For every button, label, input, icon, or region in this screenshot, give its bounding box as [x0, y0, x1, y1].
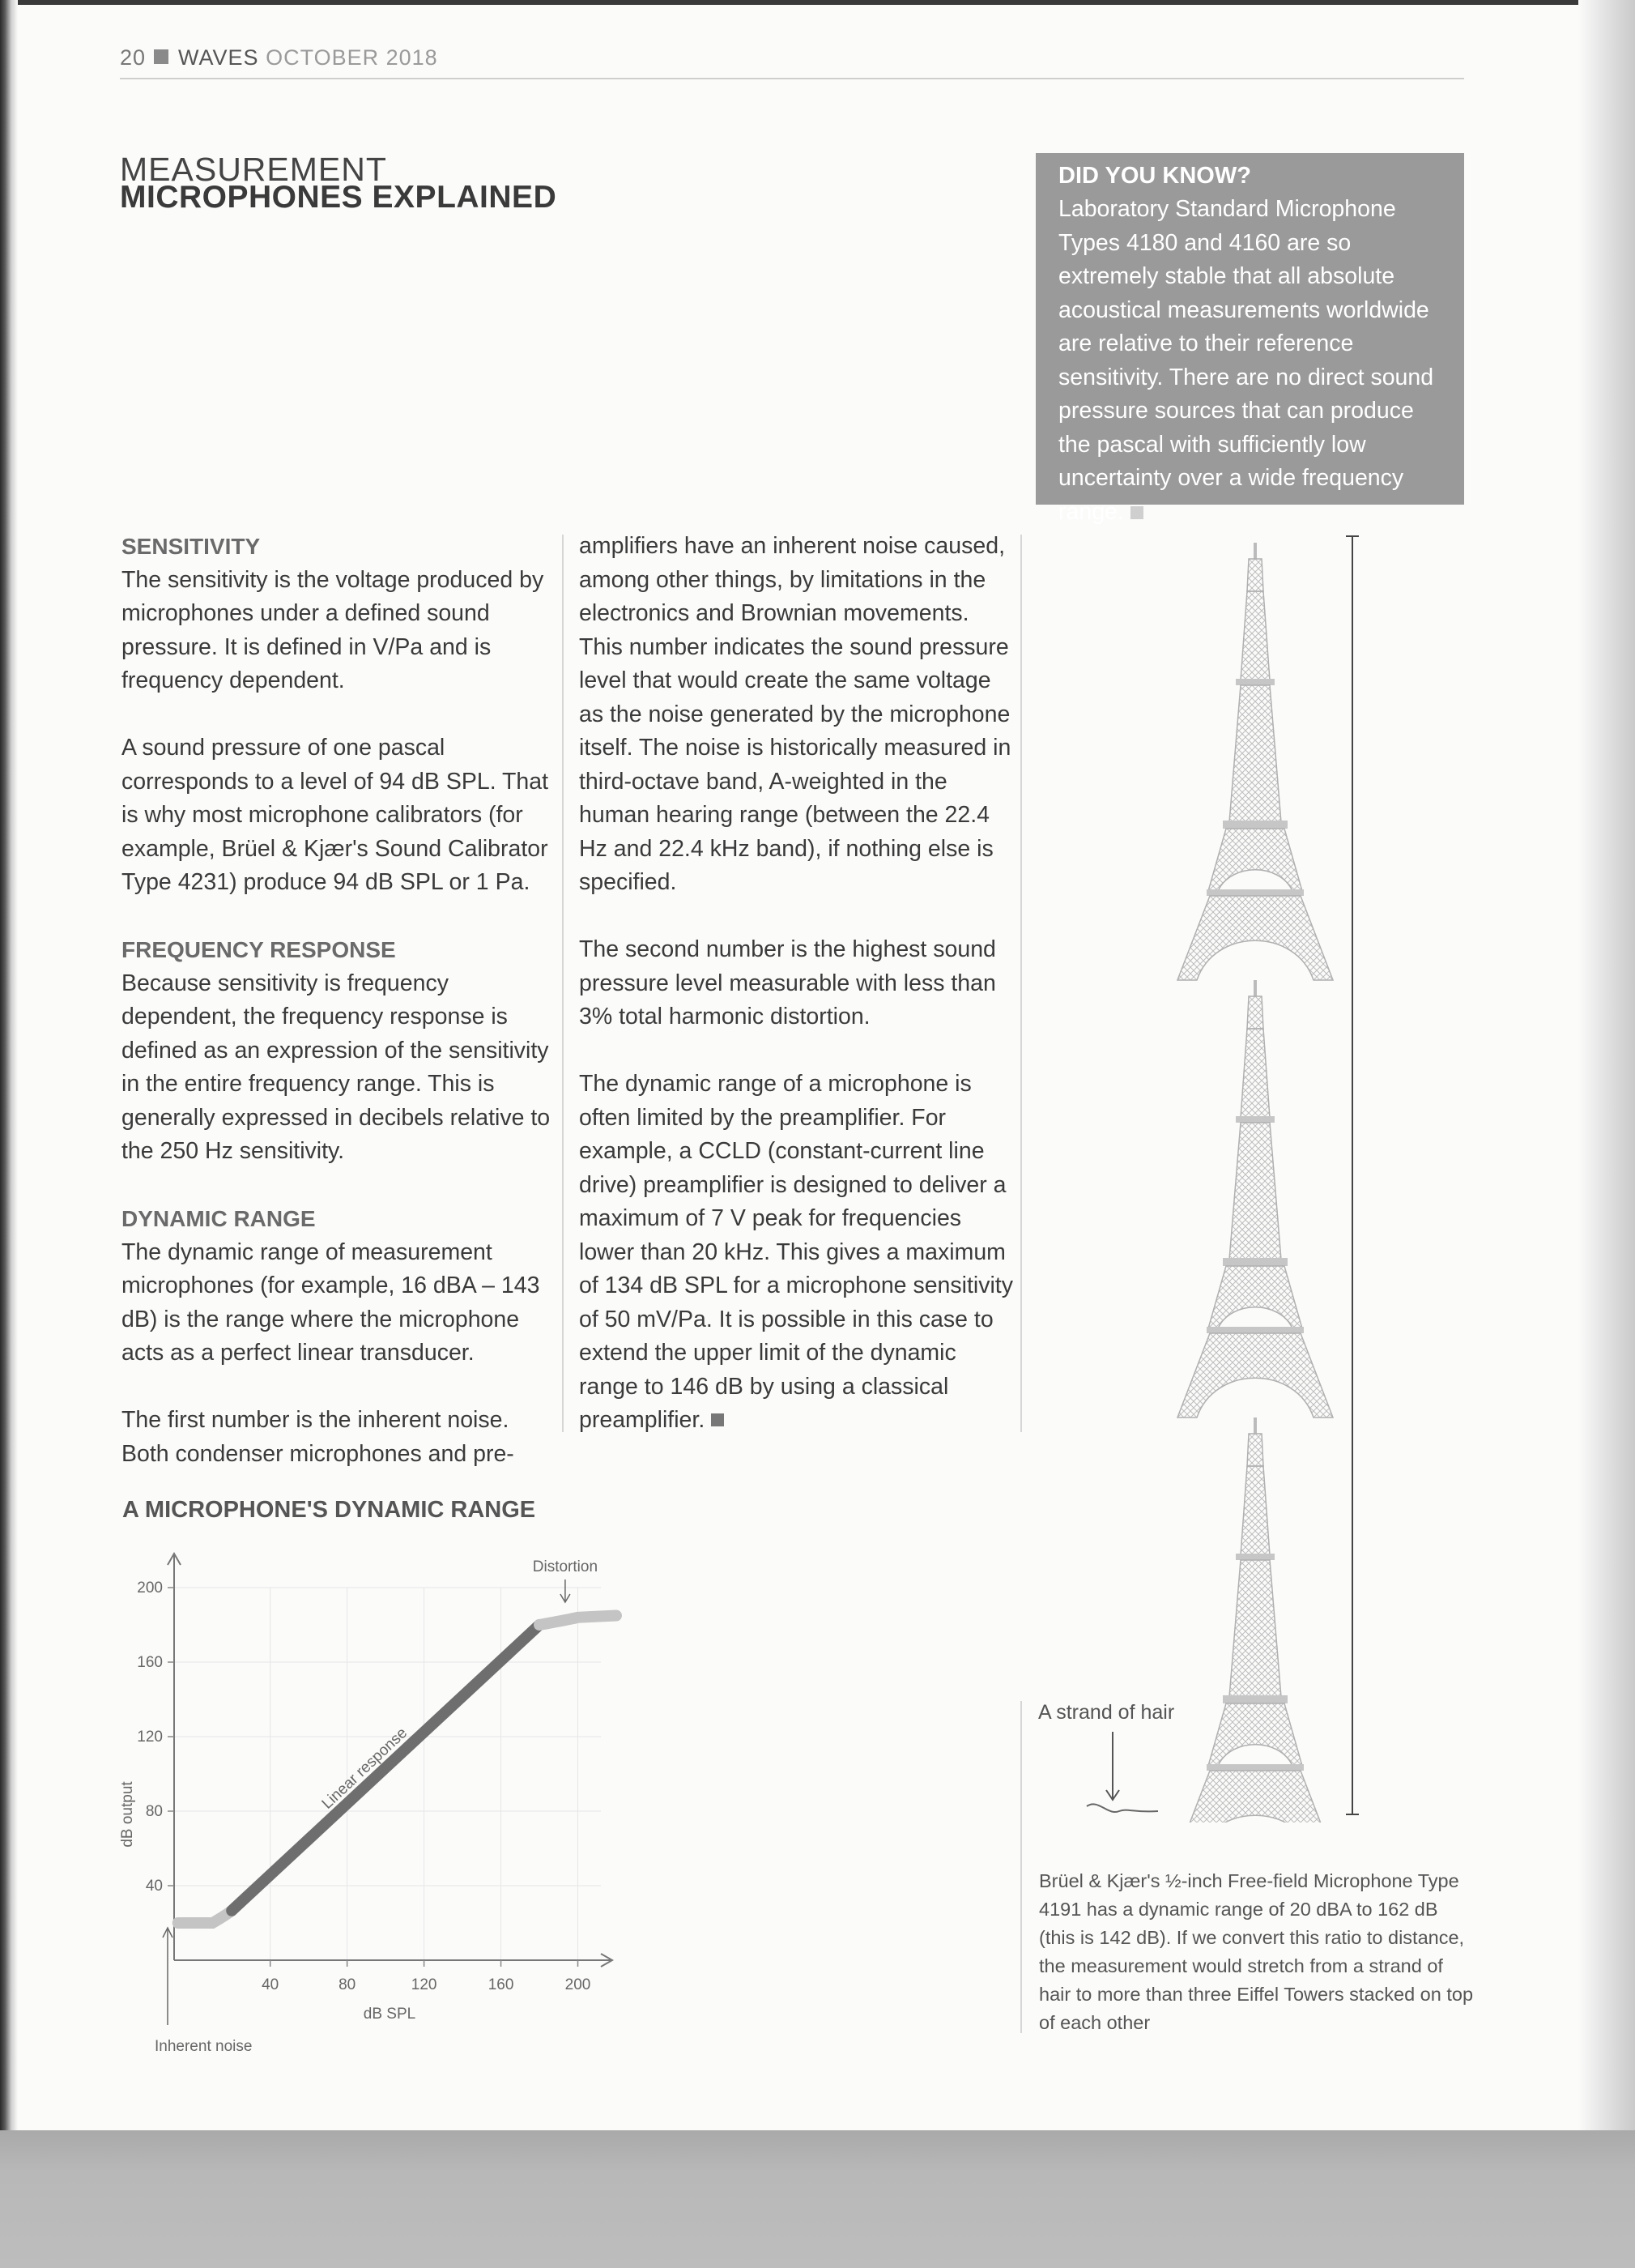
eiffel-tower-top: [1177, 543, 1333, 980]
section-heading-dynamic-range: DYNAMIC RANGE: [121, 1206, 316, 1231]
chart-title: A MICROPHONE'S DYNAMIC RANGE: [122, 1497, 536, 1523]
series-line-linear: [232, 1625, 539, 1911]
paragraph: amplifiers have an inherent noise caused, among other things, by limitations in the electronics and Brownian movements. This number indicates the sound pressure level that would create the same voltage as the noise generated by the microphone itself. The noise is historically measured in third-octave band, A-weighted in the human hearing range (between the 22.4 Hz and 22.4 kHz band), if nothing else is specified.: [579, 533, 1011, 895]
article-title-line2: MICROPHONES EXPLAINED: [120, 180, 557, 215]
did-you-know-body: Laboratory Standard Microphone Types 4180 and 4160 are so extremely stable that all absolute acoustical measurements worldwide are relative to their reference sensitivity. There are no direct sound pressure sources that can produce the pascal with sufficiently low uncertainty over a wide frequency range.: [1058, 196, 1434, 525]
paragraph: Because sensitivity is frequency dependent, the frequency response is defined as an expression of the sensitivity in the entire frequency range. This is generally expressed in decibels relative to the 250 Hz sensitivity.: [121, 970, 551, 1164]
hair-label: A strand of hair: [1038, 1701, 1175, 1724]
y-tick-label: 80: [145, 1803, 163, 1820]
scan-bottom-shadow: [0, 2130, 1635, 2268]
section-heading-frequency-response: FREQUENCY RESPONSE: [121, 937, 396, 962]
series-line-noise-floor: [178, 1911, 232, 1923]
inherent-noise-label: Inherent noise: [155, 2038, 253, 2055]
article-title-line1: MEASUREMENT: [120, 151, 387, 188]
header-rule: [120, 78, 1464, 79]
paragraph: A sound pressure of one pascal corresponds to a level of 94 dB SPL. That is why most microphone calibrators (for example, Brüel & Kjær's Sound Calibrator Type 4231) produce 94 dB SPL or 1 Pa.: [121, 735, 549, 895]
magazine-name: WAVES: [178, 45, 259, 70]
y-tick-label: 40: [145, 1878, 163, 1895]
chart-series: [178, 1616, 616, 1924]
column-divider: [562, 535, 564, 1432]
article-column-1: [121, 530, 559, 1505]
y-tick-label: 120: [137, 1729, 163, 1746]
issue-date: OCTOBER 2018: [266, 45, 438, 70]
paragraph: The dynamic range of measurement microphones (for example, 16 dBA – 143 dB) is the range where the microphone acts as a perfect linear transducer.: [121, 1238, 540, 1366]
running-head: [120, 45, 438, 70]
did-you-know-box: [1036, 153, 1464, 525]
end-mark-icon: [711, 1413, 724, 1426]
linear-response-label: Linear response: [318, 1724, 411, 1813]
distortion-label: Distortion: [532, 1558, 598, 1575]
x-tick-label: 160: [488, 1976, 514, 1993]
paragraph: The dynamic range of a microphone is often limited by the preamplifier. For example, a CCLD (constant-current line drive) preamplifier is designed to deliver a maximum of 7 V peak for frequencies lower than 20 kHz. This gives a maximum of 134 dB SPL for a microphone sensitivity of 50 mV/Pa. It is possible in this case to extend the upper limit of the dynamic range to 146 dB by using a classical preamplifier.: [579, 1071, 1013, 1433]
x-tick-label: 200: [564, 1976, 591, 1993]
towers-caption: Brüel & Kjær's ½-inch Free-field Microphone Type 4191 has a dynamic range of 20 dBA to 162 dB (this is 142 dB). If we convert this ratio to distance, the measurement would stretch from a strand of hair to more than three Eiffel Towers stacked on top of each other: [1039, 1870, 1474, 2033]
section-heading-sensitivity: SENSITIVITY: [121, 534, 261, 559]
x-axis-label: dB SPL: [363, 2006, 416, 2023]
dynamic-range-chart: [113, 1539, 632, 2057]
paragraph: The sensitivity is the voltage produced by microphones under a defined sound pressure. It is defined in V/Pa and is frequency dependent.: [121, 566, 544, 693]
paragraph: The second number is the highest sound pressure level measurable with less than 3% total harmonic distortion.: [579, 936, 996, 1030]
did-you-know-heading: DID YOU KNOW?: [1058, 163, 1251, 189]
paragraph: The first number is the inherent noise. Both condenser microphones and pre-: [121, 1407, 514, 1467]
y-axis-label: dB output: [119, 1781, 136, 1848]
end-mark-icon: [1130, 506, 1143, 519]
article-column-2: [579, 530, 1016, 1471]
page-number: 20: [120, 45, 147, 70]
separator-square-icon: [154, 49, 168, 64]
eiffel-tower-bottom: [1177, 1418, 1333, 1823]
eiffel-towers-figure: [1020, 526, 1377, 1823]
y-tick-label: 200: [137, 1580, 163, 1597]
x-tick-label: 120: [411, 1976, 437, 1993]
scan-top-edge: [0, 0, 1635, 5]
x-tick-label: 40: [262, 1976, 279, 1993]
hair-strand-icon: [1087, 1804, 1158, 1812]
eiffel-tower-middle: [1177, 980, 1333, 1418]
scan-binding-edge: [0, 0, 18, 2130]
y-tick-label: 160: [137, 1654, 163, 1671]
x-tick-label: 80: [338, 1976, 356, 1993]
scan-right-shadow: [1578, 0, 1635, 2130]
